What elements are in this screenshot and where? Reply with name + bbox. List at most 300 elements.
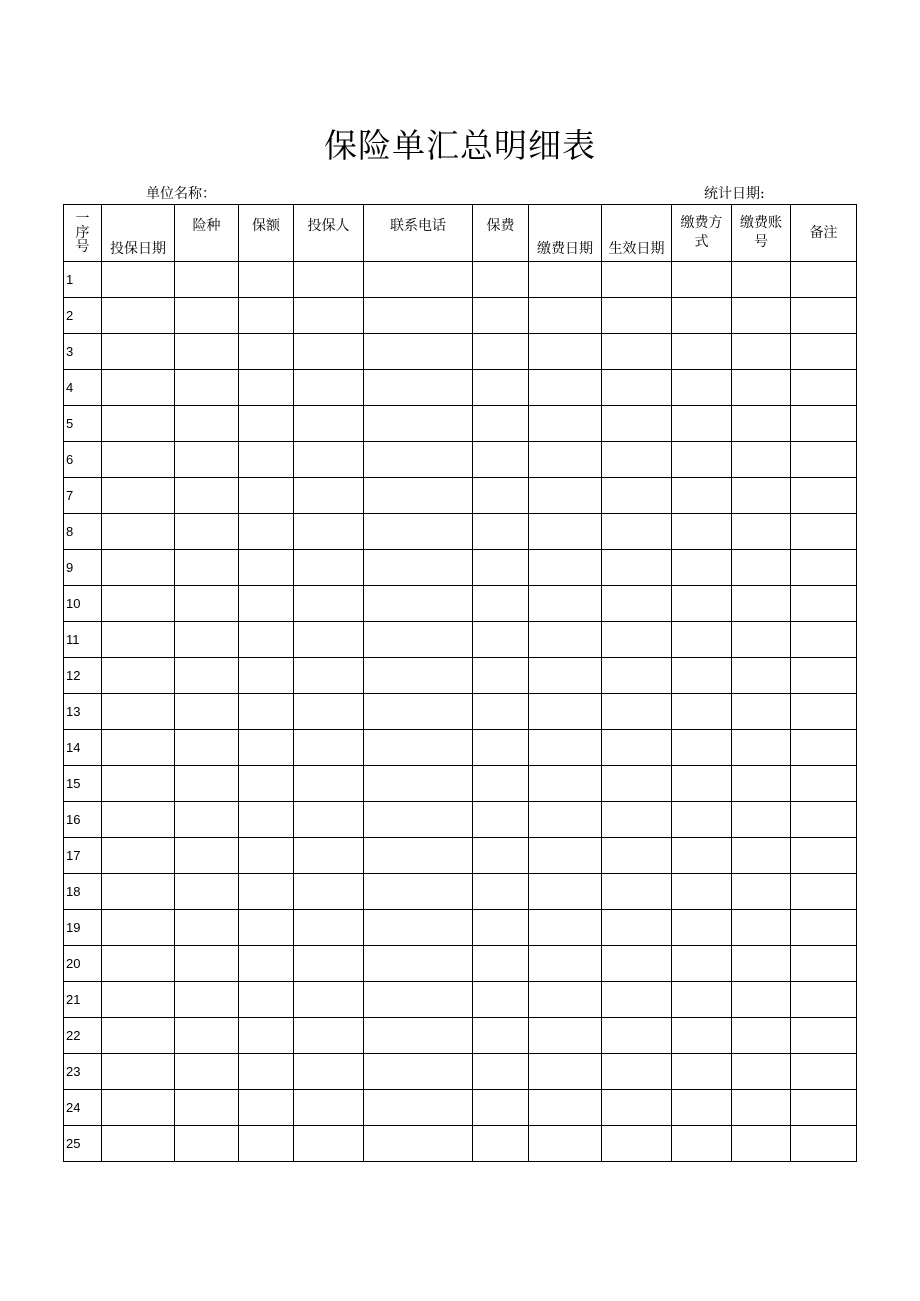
row-number: 14 [64, 730, 102, 766]
cell-coverage[interactable] [239, 478, 294, 514]
cell-coverage[interactable] [239, 730, 294, 766]
cell-pay-account[interactable] [732, 730, 791, 766]
cell-coverage[interactable] [239, 298, 294, 334]
cell-phone[interactable] [364, 766, 473, 802]
cell-remarks[interactable] [791, 334, 857, 370]
cell-pay-date[interactable] [529, 514, 602, 550]
cell-pay-method[interactable] [672, 910, 732, 946]
cell-insure-date[interactable] [102, 838, 175, 874]
cell-insurance-type[interactable] [175, 946, 239, 982]
cell-premium[interactable] [473, 730, 529, 766]
cell-policyholder[interactable] [294, 838, 364, 874]
cell-pay-method[interactable] [672, 982, 732, 1018]
row-number: 1 [64, 262, 102, 298]
cell-pay-account[interactable] [732, 442, 791, 478]
cell-pay-date[interactable] [529, 550, 602, 586]
cell-pay-date[interactable] [529, 406, 602, 442]
cell-remarks[interactable] [791, 658, 857, 694]
cell-pay-date[interactable] [529, 298, 602, 334]
row-number: 18 [64, 874, 102, 910]
cell-insurance-type[interactable] [175, 442, 239, 478]
cell-insure-date[interactable] [102, 586, 175, 622]
cell-premium[interactable] [473, 1054, 529, 1090]
cell-remarks[interactable] [791, 838, 857, 874]
cell-phone[interactable] [364, 334, 473, 370]
cell-effective-date[interactable] [602, 586, 672, 622]
cell-pay-method[interactable] [672, 550, 732, 586]
cell-effective-date[interactable] [602, 442, 672, 478]
cell-phone[interactable] [364, 694, 473, 730]
cell-insurance-type[interactable] [175, 838, 239, 874]
cell-pay-date[interactable] [529, 838, 602, 874]
table-row [64, 550, 857, 586]
cell-remarks[interactable] [791, 406, 857, 442]
cell-insure-date[interactable] [102, 334, 175, 370]
cell-insurance-type[interactable] [175, 1126, 239, 1162]
cell-policyholder[interactable] [294, 370, 364, 406]
cell-premium[interactable] [473, 982, 529, 1018]
cell-pay-account[interactable] [732, 370, 791, 406]
cell-effective-date[interactable] [602, 1090, 672, 1126]
cell-effective-date[interactable] [602, 514, 672, 550]
cell-phone[interactable] [364, 1018, 473, 1054]
cell-phone[interactable] [364, 982, 473, 1018]
cell-effective-date[interactable] [602, 910, 672, 946]
cell-premium[interactable] [473, 514, 529, 550]
cell-remarks[interactable] [791, 622, 857, 658]
cell-phone[interactable] [364, 298, 473, 334]
cell-policyholder[interactable] [294, 262, 364, 298]
cell-remarks[interactable] [791, 766, 857, 802]
cell-phone[interactable] [364, 730, 473, 766]
cell-phone[interactable] [364, 586, 473, 622]
cell-insurance-type[interactable] [175, 478, 239, 514]
cell-insurance-type[interactable] [175, 550, 239, 586]
cell-pay-account[interactable] [732, 586, 791, 622]
cell-premium[interactable] [473, 298, 529, 334]
cell-pay-date[interactable] [529, 730, 602, 766]
cell-insure-date[interactable] [102, 730, 175, 766]
cell-phone[interactable] [364, 802, 473, 838]
cell-insurance-type[interactable] [175, 694, 239, 730]
cell-insure-date[interactable] [102, 262, 175, 298]
cell-pay-date[interactable] [529, 910, 602, 946]
cell-policyholder[interactable] [294, 334, 364, 370]
cell-premium[interactable] [473, 262, 529, 298]
cell-insure-date[interactable] [102, 766, 175, 802]
cell-pay-date[interactable] [529, 1054, 602, 1090]
cell-coverage[interactable] [239, 766, 294, 802]
cell-insurance-type[interactable] [175, 658, 239, 694]
cell-policyholder[interactable] [294, 658, 364, 694]
cell-pay-date[interactable] [529, 1126, 602, 1162]
cell-pay-date[interactable] [529, 694, 602, 730]
cell-remarks[interactable] [791, 370, 857, 406]
cell-policyholder[interactable] [294, 622, 364, 658]
cell-policyholder[interactable] [294, 586, 364, 622]
cell-premium[interactable] [473, 658, 529, 694]
cell-remarks[interactable] [791, 586, 857, 622]
cell-phone[interactable] [364, 370, 473, 406]
cell-effective-date[interactable] [602, 874, 672, 910]
cell-policyholder[interactable] [294, 478, 364, 514]
cell-insure-date[interactable] [102, 874, 175, 910]
cell-insurance-type[interactable] [175, 298, 239, 334]
cell-premium[interactable] [473, 1018, 529, 1054]
table-row [64, 838, 857, 874]
cell-coverage[interactable] [239, 1126, 294, 1162]
cell-pay-method[interactable] [672, 370, 732, 406]
cell-insure-date[interactable] [102, 982, 175, 1018]
cell-effective-date[interactable] [602, 730, 672, 766]
cell-pay-account[interactable] [732, 478, 791, 514]
cell-insure-date[interactable] [102, 1054, 175, 1090]
cell-policyholder[interactable] [294, 514, 364, 550]
cell-phone[interactable] [364, 514, 473, 550]
cell-remarks[interactable] [791, 262, 857, 298]
cell-policyholder[interactable] [294, 802, 364, 838]
cell-effective-date[interactable] [602, 370, 672, 406]
cell-pay-date[interactable] [529, 946, 602, 982]
table-row [64, 658, 857, 694]
cell-remarks[interactable] [791, 982, 857, 1018]
cell-premium[interactable] [473, 1126, 529, 1162]
cell-remarks[interactable] [791, 442, 857, 478]
cell-remarks[interactable] [791, 1090, 857, 1126]
cell-insurance-type[interactable] [175, 730, 239, 766]
cell-premium[interactable] [473, 622, 529, 658]
cell-coverage[interactable] [239, 946, 294, 982]
cell-pay-method[interactable] [672, 1126, 732, 1162]
cell-pay-date[interactable] [529, 802, 602, 838]
cell-pay-date[interactable] [529, 334, 602, 370]
cell-insure-date[interactable] [102, 1126, 175, 1162]
cell-remarks[interactable] [791, 730, 857, 766]
cell-pay-account[interactable] [732, 1054, 791, 1090]
cell-insurance-type[interactable] [175, 586, 239, 622]
cell-premium[interactable] [473, 550, 529, 586]
cell-pay-date[interactable] [529, 478, 602, 514]
cell-effective-date[interactable] [602, 982, 672, 1018]
cell-phone[interactable] [364, 910, 473, 946]
cell-coverage[interactable] [239, 622, 294, 658]
cell-premium[interactable] [473, 442, 529, 478]
cell-coverage[interactable] [239, 838, 294, 874]
cell-policyholder[interactable] [294, 694, 364, 730]
cell-policyholder[interactable] [294, 1054, 364, 1090]
cell-pay-date[interactable] [529, 658, 602, 694]
cell-pay-method[interactable] [672, 478, 732, 514]
cell-remarks[interactable] [791, 802, 857, 838]
cell-premium[interactable] [473, 802, 529, 838]
cell-insurance-type[interactable] [175, 406, 239, 442]
cell-premium[interactable] [473, 874, 529, 910]
cell-premium[interactable] [473, 370, 529, 406]
cell-pay-method[interactable] [672, 586, 732, 622]
cell-effective-date[interactable] [602, 298, 672, 334]
cell-premium[interactable] [473, 586, 529, 622]
cell-pay-method[interactable] [672, 658, 732, 694]
cell-insure-date[interactable] [102, 442, 175, 478]
cell-insure-date[interactable] [102, 514, 175, 550]
cell-policyholder[interactable] [294, 1126, 364, 1162]
cell-insurance-type[interactable] [175, 802, 239, 838]
row-number: 17 [64, 838, 102, 874]
cell-effective-date[interactable] [602, 550, 672, 586]
cell-insure-date[interactable] [102, 298, 175, 334]
cell-premium[interactable] [473, 406, 529, 442]
cell-pay-method[interactable] [672, 622, 732, 658]
cell-pay-date[interactable] [529, 1018, 602, 1054]
table-body [64, 262, 857, 1162]
cell-pay-date[interactable] [529, 874, 602, 910]
cell-pay-account[interactable] [732, 334, 791, 370]
cell-pay-date[interactable] [529, 1090, 602, 1126]
cell-effective-date[interactable] [602, 1018, 672, 1054]
cell-phone[interactable] [364, 442, 473, 478]
cell-premium[interactable] [473, 1090, 529, 1126]
cell-remarks[interactable] [791, 478, 857, 514]
row-number: 12 [64, 658, 102, 694]
cell-policyholder[interactable] [294, 442, 364, 478]
cell-pay-account[interactable] [732, 550, 791, 586]
header-insure-date: 投保日期 [102, 205, 175, 262]
cell-pay-account[interactable] [732, 406, 791, 442]
table-row [64, 514, 857, 550]
cell-insurance-type[interactable] [175, 334, 239, 370]
cell-phone[interactable] [364, 406, 473, 442]
cell-remarks[interactable] [791, 550, 857, 586]
cell-insure-date[interactable] [102, 550, 175, 586]
cell-coverage[interactable] [239, 658, 294, 694]
cell-pay-method[interactable] [672, 730, 732, 766]
cell-policyholder[interactable] [294, 550, 364, 586]
cell-effective-date[interactable] [602, 334, 672, 370]
row-number: 25 [64, 1126, 102, 1162]
cell-coverage[interactable] [239, 334, 294, 370]
cell-coverage[interactable] [239, 406, 294, 442]
cell-premium[interactable] [473, 946, 529, 982]
cell-insurance-type[interactable] [175, 1054, 239, 1090]
cell-insure-date[interactable] [102, 658, 175, 694]
cell-premium[interactable] [473, 766, 529, 802]
cell-pay-method[interactable] [672, 262, 732, 298]
cell-pay-date[interactable] [529, 586, 602, 622]
cell-pay-account[interactable] [732, 1018, 791, 1054]
cell-pay-date[interactable] [529, 370, 602, 406]
cell-effective-date[interactable] [602, 1054, 672, 1090]
cell-coverage[interactable] [239, 982, 294, 1018]
row-number: 21 [64, 982, 102, 1018]
cell-coverage[interactable] [239, 442, 294, 478]
cell-insure-date[interactable] [102, 370, 175, 406]
cell-policyholder[interactable] [294, 766, 364, 802]
cell-effective-date[interactable] [602, 766, 672, 802]
cell-pay-account[interactable] [732, 766, 791, 802]
cell-remarks[interactable] [791, 946, 857, 982]
cell-premium[interactable] [473, 334, 529, 370]
cell-policyholder[interactable] [294, 874, 364, 910]
cell-pay-method[interactable] [672, 946, 732, 982]
cell-insure-date[interactable] [102, 694, 175, 730]
cell-coverage[interactable] [239, 802, 294, 838]
cell-pay-method[interactable] [672, 802, 732, 838]
header-policyholder: 投保人 [294, 205, 364, 262]
insurance-summary-table [63, 204, 857, 1162]
cell-effective-date[interactable] [602, 658, 672, 694]
row-number: 6 [64, 442, 102, 478]
cell-policyholder[interactable] [294, 910, 364, 946]
cell-pay-date[interactable] [529, 982, 602, 1018]
cell-premium[interactable] [473, 910, 529, 946]
cell-effective-date[interactable] [602, 802, 672, 838]
cell-pay-method[interactable] [672, 334, 732, 370]
cell-policyholder[interactable] [294, 982, 364, 1018]
cell-pay-date[interactable] [529, 442, 602, 478]
table-row [64, 802, 857, 838]
cell-policyholder[interactable] [294, 298, 364, 334]
cell-pay-method[interactable] [672, 442, 732, 478]
cell-pay-account[interactable] [732, 874, 791, 910]
cell-coverage[interactable] [239, 370, 294, 406]
cell-pay-method[interactable] [672, 298, 732, 334]
cell-insure-date[interactable] [102, 802, 175, 838]
cell-insurance-type[interactable] [175, 1018, 239, 1054]
cell-effective-date[interactable] [602, 406, 672, 442]
cell-pay-method[interactable] [672, 1018, 732, 1054]
cell-pay-account[interactable] [732, 262, 791, 298]
cell-effective-date[interactable] [602, 478, 672, 514]
cell-insurance-type[interactable] [175, 622, 239, 658]
cell-phone[interactable] [364, 946, 473, 982]
cell-pay-account[interactable] [732, 1090, 791, 1126]
cell-pay-date[interactable] [529, 766, 602, 802]
cell-pay-method[interactable] [672, 874, 732, 910]
cell-insurance-type[interactable] [175, 262, 239, 298]
cell-effective-date[interactable] [602, 262, 672, 298]
cell-insurance-type[interactable] [175, 370, 239, 406]
cell-insure-date[interactable] [102, 1090, 175, 1126]
cell-phone[interactable] [364, 838, 473, 874]
cell-phone[interactable] [364, 622, 473, 658]
header-seq-line3: 号 [75, 239, 90, 255]
cell-pay-method[interactable] [672, 514, 732, 550]
table-row [64, 874, 857, 910]
cell-coverage[interactable] [239, 1054, 294, 1090]
cell-effective-date[interactable] [602, 694, 672, 730]
cell-pay-account[interactable] [732, 694, 791, 730]
cell-policyholder[interactable] [294, 946, 364, 982]
cell-premium[interactable] [473, 694, 529, 730]
cell-pay-account[interactable] [732, 838, 791, 874]
cell-pay-account[interactable] [732, 982, 791, 1018]
cell-effective-date[interactable] [602, 946, 672, 982]
cell-pay-account[interactable] [732, 658, 791, 694]
cell-policyholder[interactable] [294, 730, 364, 766]
cell-pay-method[interactable] [672, 1054, 732, 1090]
cell-coverage[interactable] [239, 586, 294, 622]
row-number: 15 [64, 766, 102, 802]
cell-insure-date[interactable] [102, 622, 175, 658]
cell-pay-account[interactable] [732, 298, 791, 334]
cell-coverage[interactable] [239, 1090, 294, 1126]
cell-pay-date[interactable] [529, 622, 602, 658]
cell-coverage[interactable] [239, 514, 294, 550]
cell-insurance-type[interactable] [175, 874, 239, 910]
cell-pay-account[interactable] [732, 910, 791, 946]
cell-pay-method[interactable] [672, 406, 732, 442]
cell-insure-date[interactable] [102, 946, 175, 982]
cell-phone[interactable] [364, 874, 473, 910]
cell-pay-account[interactable] [732, 514, 791, 550]
cell-effective-date[interactable] [602, 838, 672, 874]
header-phone: 联系电话 [364, 205, 473, 262]
cell-phone[interactable] [364, 1054, 473, 1090]
cell-effective-date[interactable] [602, 1126, 672, 1162]
cell-remarks[interactable] [791, 694, 857, 730]
cell-coverage[interactable] [239, 1018, 294, 1054]
cell-insure-date[interactable] [102, 478, 175, 514]
cell-policyholder[interactable] [294, 1018, 364, 1054]
cell-pay-method[interactable] [672, 838, 732, 874]
cell-coverage[interactable] [239, 550, 294, 586]
row-number: 24 [64, 1090, 102, 1126]
cell-coverage[interactable] [239, 910, 294, 946]
cell-insurance-type[interactable] [175, 1090, 239, 1126]
cell-remarks[interactable] [791, 514, 857, 550]
header-insurance-type: 险种 [175, 205, 239, 262]
cell-premium[interactable] [473, 478, 529, 514]
cell-insurance-type[interactable] [175, 514, 239, 550]
cell-remarks[interactable] [791, 910, 857, 946]
cell-phone[interactable] [364, 658, 473, 694]
cell-pay-account[interactable] [732, 946, 791, 982]
cell-phone[interactable] [364, 1090, 473, 1126]
cell-pay-date[interactable] [529, 262, 602, 298]
cell-coverage[interactable] [239, 262, 294, 298]
cell-phone[interactable] [364, 262, 473, 298]
cell-premium[interactable] [473, 838, 529, 874]
cell-coverage[interactable] [239, 874, 294, 910]
cell-pay-method[interactable] [672, 1090, 732, 1126]
cell-pay-account[interactable] [732, 622, 791, 658]
cell-insurance-type[interactable] [175, 766, 239, 802]
cell-remarks[interactable] [791, 298, 857, 334]
cell-pay-account[interactable] [732, 1126, 791, 1162]
cell-policyholder[interactable] [294, 1090, 364, 1126]
cell-pay-method[interactable] [672, 694, 732, 730]
cell-remarks[interactable] [791, 1018, 857, 1054]
cell-insure-date[interactable] [102, 1018, 175, 1054]
cell-coverage[interactable] [239, 694, 294, 730]
cell-effective-date[interactable] [602, 622, 672, 658]
cell-pay-method[interactable] [672, 766, 732, 802]
cell-phone[interactable] [364, 478, 473, 514]
cell-insure-date[interactable] [102, 406, 175, 442]
cell-insurance-type[interactable] [175, 910, 239, 946]
cell-pay-account[interactable] [732, 802, 791, 838]
table-row [64, 1018, 857, 1054]
cell-remarks[interactable] [791, 874, 857, 910]
row-number: 11 [64, 622, 102, 658]
cell-phone[interactable] [364, 550, 473, 586]
cell-remarks[interactable] [791, 1126, 857, 1162]
cell-insure-date[interactable] [102, 910, 175, 946]
cell-phone[interactable] [364, 1126, 473, 1162]
cell-policyholder[interactable] [294, 406, 364, 442]
cell-insurance-type[interactable] [175, 982, 239, 1018]
cell-remarks[interactable] [791, 1054, 857, 1090]
